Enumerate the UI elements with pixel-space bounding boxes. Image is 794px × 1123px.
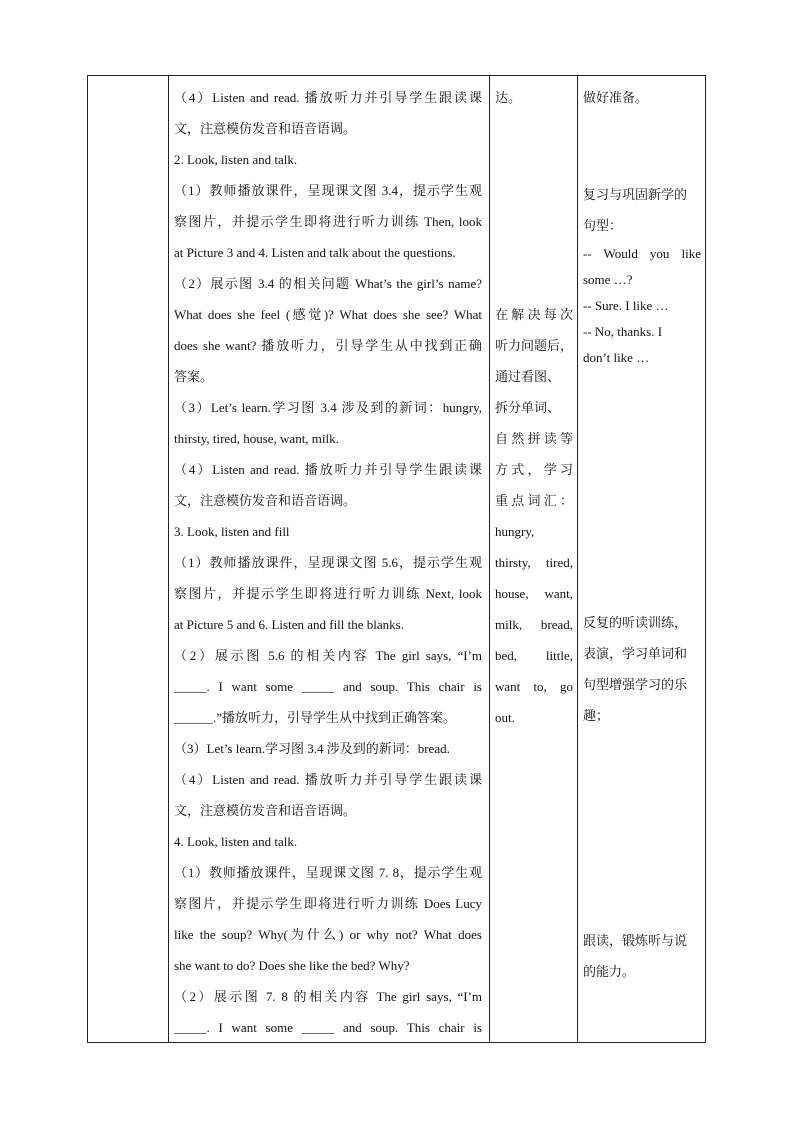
text-line: 听力问题后， [495, 338, 574, 353]
text-line: 4. Look, listen and talk. [174, 834, 298, 849]
text-line: house, want, [495, 586, 573, 601]
text-line: like the soup? Why(为什么) or why not? What does [174, 927, 482, 942]
text-line: 文，注意模仿发音和语音语调。 [174, 803, 357, 818]
text-line: ______.”播放听力，引导学生从中找到正确答案。 [174, 710, 457, 725]
text-line: 2. Look, listen and talk. [174, 152, 298, 167]
text-line: （2）展示图 5.6 的相关内容 The girl says, “I’m [174, 648, 482, 663]
text-line: she want to do? Does she like the bed? Why? [174, 958, 410, 973]
text-line: 在解决每次 [495, 307, 573, 322]
text-line: 表演，学习单词和 [583, 646, 688, 661]
text-line: at Picture 3 and 4. Listen and talk about the questions. [174, 245, 456, 260]
text-line: some …? [583, 272, 633, 287]
text-line: 句型： [583, 218, 623, 233]
text-line: hungry, [495, 524, 535, 539]
text-line: out. [495, 710, 515, 725]
text-line: 自然拼读等 [495, 431, 573, 446]
text-line: _____. I want some _____ and soup. This chair is [174, 679, 482, 694]
text-line: 反复的听读训练， [583, 615, 688, 630]
text-line: 文，注意模仿发音和语音语调。 [174, 121, 357, 136]
design-intent-column [489, 76, 577, 1042]
text-line: （4）Listen and read. 播放听力并引导学生跟读课 [174, 462, 482, 477]
purpose-column [577, 76, 707, 1042]
text-line: 答案。 [174, 369, 214, 384]
text-line: _____. I want some _____ and soup. This chair is [174, 1020, 482, 1035]
text-line: thirsty, tired, [495, 555, 573, 570]
text-line: （3）Let’s learn.学习图 3.4 涉及到的新词：bread. [174, 741, 450, 756]
text-line: don’t like … [583, 350, 650, 365]
text-line: milk, bread, [495, 617, 573, 632]
text-line: 察图片，并提示学生即将进行听力训练 Next, look [174, 586, 482, 601]
text-line: （2）展示图 3.4 的相关问题 What’s the girl’s name? [174, 276, 482, 291]
text-line: -- Sure. I like … [583, 298, 669, 313]
text-line: does she want? 播放听力，引导学生从中找到正确 [174, 338, 482, 353]
text-line: 方式，学习 [495, 462, 573, 477]
purpose-top-text: 做好准备。 [583, 90, 649, 105]
text-line: （4）Listen and read. 播放听力并引导学生跟读课 [174, 90, 482, 105]
text-line: 趣； [583, 708, 610, 723]
text-line: 察图片，并提示学生即将进行听力训练 Then, look [174, 214, 482, 229]
text-line: 重点词汇： [495, 493, 573, 508]
text-line: （1）教师播放课件，呈现课文图 5.6，提示学生观 [174, 555, 482, 570]
intent-top-text: 达。 [495, 90, 522, 105]
teaching-activity-column [168, 76, 488, 1042]
text-line: 文，注意模仿发音和语音语调。 [174, 493, 357, 508]
text-line: 察图片，并提示学生即将进行听力训练 Does Lucy [174, 896, 482, 911]
text-line: （1）教师播放课件，呈现课文图 3.4，提示学生观 [174, 183, 482, 198]
text-line: thirsty, tired, house, want, milk. [174, 431, 339, 446]
text-line: 的能力。 [583, 964, 636, 979]
lesson-table [87, 75, 706, 1043]
text-line: What does she feel (感觉)? What does she see? What [174, 307, 482, 322]
text-line: -- Would you like [583, 246, 701, 261]
text-line: 句型增强学习的乐 [583, 677, 688, 692]
text-line: （1）教师播放课件，呈现课文图 7. 8，提示学生观 [174, 865, 482, 880]
text-line: at Picture 5 and 6. Listen and fill the blanks. [174, 617, 404, 632]
text-line: -- No, thanks. I [583, 324, 663, 339]
text-line: （4）Listen and read. 播放听力并引导学生跟读课 [174, 772, 482, 787]
text-line: bed, little, [495, 648, 573, 663]
text-line: 复习与巩固新学的 [583, 187, 688, 202]
text-line: want to, go [495, 679, 573, 694]
text-line: 3. Look, listen and fill [174, 524, 290, 539]
text-line: 拆分单词、 [495, 400, 561, 415]
text-line: （3）Let’s learn.学习图 3.4 涉及到的新词：hungry, [174, 400, 482, 415]
text-line: 跟读，锻炼听与说 [583, 933, 688, 948]
text-line: （2）展示图 7. 8 的相关内容 The girl says, “I’m [174, 989, 482, 1004]
text-line: 通过看图、 [495, 369, 561, 384]
